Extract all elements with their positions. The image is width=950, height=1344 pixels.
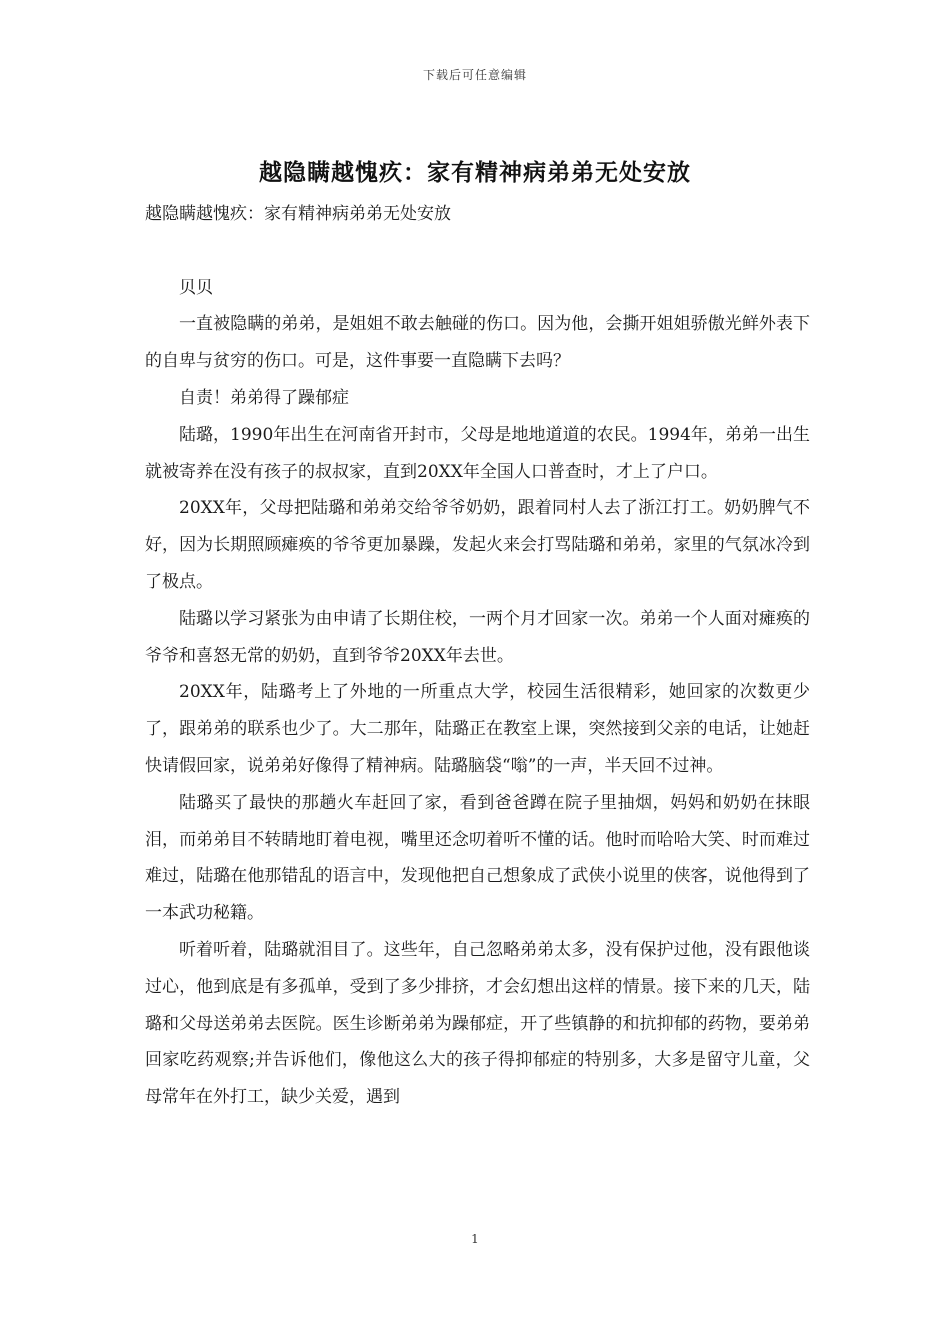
blank-line [145,233,810,270]
paragraph-intro: 一直被隐瞒的弟弟，是姐姐不敢去触碰的伤口。因为他，会撕开姐姐骄傲光鲜外表下的自卑与贫穷的伤口。可是，这件事要一直隐瞒下去吗？ [145,314,810,372]
page-number: 1 [471,1232,479,1246]
paragraph: 20XX年，父母把陆璐和弟弟交给爷爷奶奶，跟着同村人去了浙江打工。奶奶脾气不好，因为长期照顾瘫痪的爷爷更加暴躁，发起火来会打骂陆璐和弟弟，家里的气氛冰冷到了极点。 [145,498,810,592]
paragraph: 陆璐，1990年出生在河南省开封市，父母是地地道道的农民。1994年，弟弟一出生就被寄养在没有孩子的叔叔家，直到20XX年全国人口普查时，才上了户口。 [145,424,810,482]
document-subtitle: 越隐瞒越愧疚：家有精神病弟弟无处安放 [145,204,451,224]
paragraph: 陆璐以学习紧张为由申请了长期住校，一两个月才回家一次。弟弟一个人面对瘫痪的爷爷和喜怒无常的奶奶，直到爷爷20XX年去世。 [145,608,810,666]
paragraph: 听着听着，陆璐就泪目了。这些年，自己忽略弟弟太多，没有保护过他，没有跟他谈过心，他到底是有多孤单，受到了多少排挤，才会幻想出这样的情景。接下来的几天，陆璐和父母送弟弟去医院。医生诊断弟弟为躁郁症，开了些镇静的和抗抑郁的药物，要弟弟回家吃药观察;并告诉他们，像他这么大的孩子得抑郁症的特别多，大多是留守儿童，父母常年在外打工，缺少关爱，遇到 [145,939,810,1108]
paragraph-author: 贝贝 [179,277,213,298]
section-heading: 自责！弟弟得了躁郁症 [179,387,349,408]
page-header: 下载后可任意编辑 [422,68,527,82]
paragraph: 陆璐买了最快的那趟火车赶回了家，看到爸爸蹲在院子里抽烟，妈妈和奶奶在抹眼泪，而弟弟目不转睛地盯着电视，嘴里还念叨着听不懂的话。他时而哈哈大笑、时而难过难过，陆璐在他那错乱的语言中，发现他把自己想象成了武侠小说里的侠客，说他得到了一本武功秘籍。 [145,792,810,924]
document-title: 越隐瞒越愧疚：家有精神病弟弟无处安放 [259,159,691,186]
paragraph: 20XX年，陆璐考上了外地的一所重点大学，校园生活很精彩，她回家的次数更少了，跟弟弟的联系也少了。大二那年，陆璐正在教室上课，突然接到父亲的电话，让她赶快请假回家，说弟弟好像得了精神病。陆璐脑袋“嗡”的一声，半天回不过神。 [145,682,810,776]
document-body [145,196,810,1116]
